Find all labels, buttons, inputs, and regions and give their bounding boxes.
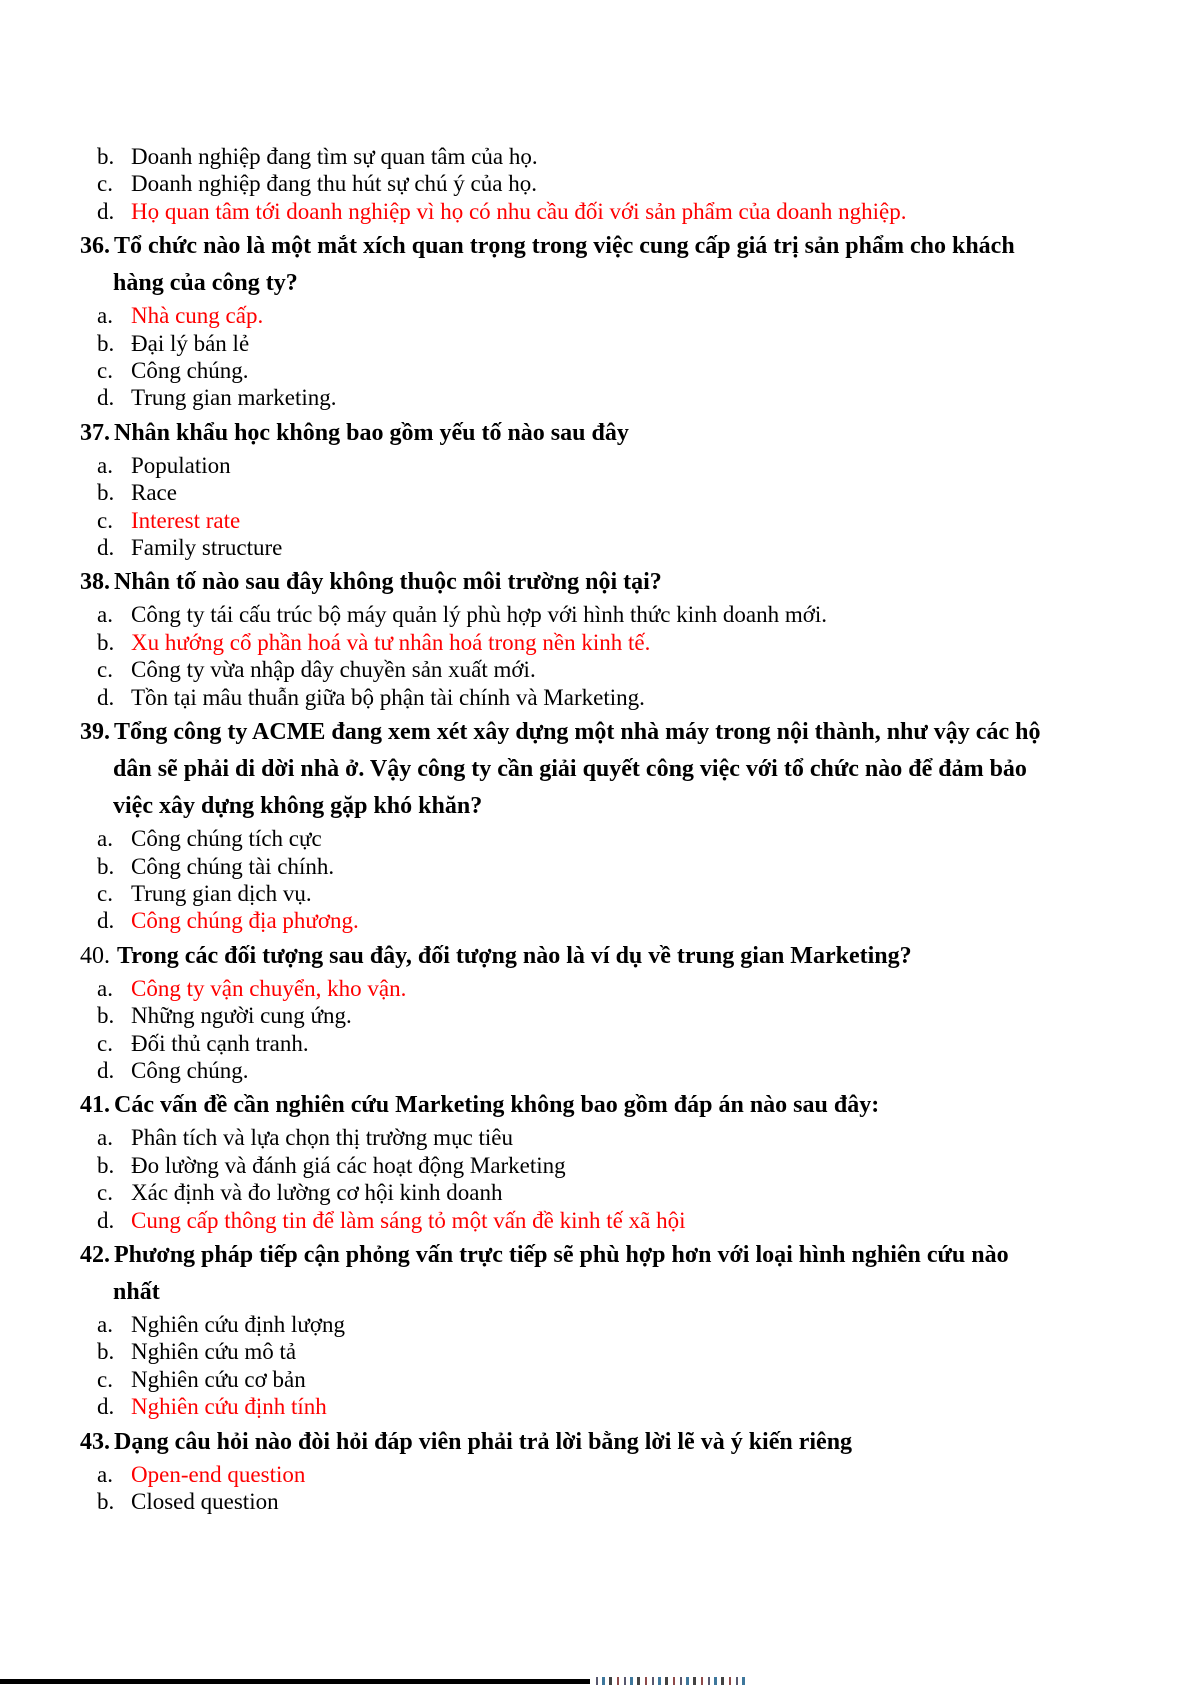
question-title-text: Trong các đối tượng sau đây, đối tượng nào là ví dụ về trung gian Marketing? [117, 942, 912, 969]
question-title-continuation: dân sẽ phải di dời nhà ở. Vậy công ty cần giải quyết công việc với tổ chức nào để đảm bảo [113, 756, 1027, 783]
option-row [80, 330, 1155, 357]
question-title [80, 228, 1155, 265]
option-row [80, 1311, 1155, 1338]
option-text: Open-end question [131, 1461, 306, 1487]
option-text: Doanh nghiệp đang thu hút sự chú ý của họ. [131, 171, 537, 197]
option-letter: c. [97, 358, 113, 384]
option-text: Family structure [131, 535, 283, 561]
cutoff-text-artifact [596, 1677, 748, 1685]
question-title-text: Tổng công ty ACME đang xem xét xây dựng một nhà máy trong nội thành, như vậy các hộ [114, 719, 1041, 746]
option-text: Nhà cung cấp. [131, 303, 264, 329]
option-row [80, 1124, 1155, 1151]
option-letter: d. [97, 385, 115, 411]
question-number: 40. [80, 942, 110, 969]
option-letter: a. [97, 826, 113, 852]
question-title [80, 1237, 1155, 1274]
option-text: Đại lý bán lẻ [131, 330, 250, 356]
question-block-41 [80, 1087, 1155, 1234]
option-letter: c. [97, 1366, 113, 1392]
option-letter: b. [97, 144, 115, 169]
option-letter: b. [97, 1339, 115, 1365]
option-row [80, 880, 1155, 907]
option-row [80, 853, 1155, 880]
question-title-text: Nhân khẩu học không bao gồm yếu tố nào sau đây [114, 419, 629, 446]
option-row [80, 302, 1155, 329]
question-title-continuation: nhất [113, 1278, 160, 1305]
option-text: Đo lường và đánh giá các hoạt động Marketing [131, 1152, 566, 1178]
option-text: Những người cung ứng. [131, 1003, 352, 1029]
option-text: Population [131, 452, 231, 478]
option-row [80, 1152, 1155, 1179]
question-block-43 [80, 1424, 1155, 1516]
option-text: Đối thủ cạnh tranh. [131, 1030, 309, 1056]
option-row [80, 534, 1155, 561]
question-block-37 [80, 415, 1155, 562]
question-block-42 [80, 1237, 1155, 1421]
option-row [80, 975, 1155, 1002]
option-row [80, 1179, 1155, 1206]
option-row [80, 825, 1155, 852]
option-letter: b. [97, 1152, 115, 1178]
option-row [80, 1461, 1155, 1488]
option-text: Xác định và đo lường cơ hội kinh doanh [131, 1180, 503, 1206]
question-title [80, 1087, 1155, 1124]
option-row [80, 143, 1155, 170]
option-row [80, 479, 1155, 506]
question-title [80, 564, 1155, 601]
option-letter: c. [97, 171, 113, 197]
option-letter: a. [97, 452, 113, 478]
option-letter: a. [97, 1311, 113, 1337]
option-row [80, 198, 1155, 225]
option-letter: d. [97, 198, 115, 224]
option-letter: b. [97, 853, 115, 879]
question-title [80, 714, 1155, 751]
option-text: Race [131, 480, 177, 506]
option-letter: d. [97, 908, 115, 934]
question-block-partial [80, 143, 1155, 225]
question-block-38 [80, 564, 1155, 711]
option-row [80, 170, 1155, 197]
question-number: 42. [80, 1241, 110, 1268]
option-letter: a. [97, 1125, 113, 1151]
question-title-continuation: việc xây dựng không gặp khó khăn? [113, 793, 483, 820]
option-row [80, 1030, 1155, 1057]
question-title [80, 938, 1155, 975]
question-title [80, 1424, 1155, 1461]
option-text: Công ty vận chuyển, kho vận. [131, 975, 407, 1001]
option-letter: c. [97, 1180, 113, 1206]
question-block-36 [80, 228, 1155, 412]
option-row [80, 452, 1155, 479]
question-title-text: Các vấn đề cần nghiên cứu Marketing không bao gồm đáp án nào sau đây: [114, 1092, 880, 1119]
question-number: 39. [80, 719, 110, 746]
option-text: Tồn tại mâu thuẫn giữa bộ phận tài chính và Marketing. [131, 684, 645, 710]
option-row [80, 1002, 1155, 1029]
question-number: 38. [80, 569, 110, 596]
option-row [80, 1207, 1155, 1234]
option-letter: a. [97, 975, 113, 1001]
question-title-text: Tổ chức nào là một mắt xích quan trọng trong việc cung cấp giá trị sản phẩm cho khách [114, 233, 1015, 260]
option-row [80, 384, 1155, 411]
option-letter: b. [97, 480, 115, 506]
question-number: 41. [80, 1092, 110, 1119]
option-text: Nghiên cứu mô tả [131, 1339, 297, 1365]
option-text: Nghiên cứu định tính [131, 1394, 327, 1420]
option-text: Trung gian marketing. [131, 385, 337, 411]
option-letter: b. [97, 1489, 115, 1514]
option-row [80, 507, 1155, 534]
option-letter: c. [97, 657, 113, 683]
option-text: Phân tích và lựa chọn thị trường mục tiêu [131, 1125, 514, 1151]
question-title-text: Nhân tố nào sau đây không thuộc môi trường nội tại? [114, 569, 662, 596]
option-text: Doanh nghiệp đang tìm sự quan tâm của họ. [131, 144, 538, 169]
option-text: Họ quan tâm tới doanh nghiệp vì họ có nhu cầu đối với sản phẩm của doanh nghiệp. [131, 198, 907, 224]
option-text: Nghiên cứu cơ bản [131, 1366, 306, 1392]
option-text: Trung gian dịch vụ. [131, 880, 312, 906]
option-row [80, 656, 1155, 683]
question-number: 43. [80, 1428, 110, 1455]
option-letter: c. [97, 507, 113, 533]
option-text: Công chúng tích cực [131, 826, 322, 852]
option-row [80, 601, 1155, 628]
option-row [80, 1057, 1155, 1084]
option-text: Xu hướng cổ phần hoá và tư nhân hoá trong nền kinh tế. [131, 629, 651, 655]
exam-content [80, 143, 1155, 1515]
option-row [80, 1393, 1155, 1420]
question-title-continuation: hàng của công ty? [113, 270, 298, 297]
option-letter: b. [97, 1003, 115, 1029]
question-number: 37. [80, 419, 110, 446]
option-letter: a. [97, 1461, 113, 1487]
question-block-40 [80, 938, 1155, 1085]
option-row [80, 357, 1155, 384]
page-bottom-bar [0, 1679, 590, 1684]
option-text: Interest rate [131, 507, 241, 533]
option-text: Công chúng tài chính. [131, 853, 335, 879]
option-letter: b. [97, 330, 115, 356]
option-row [80, 684, 1155, 711]
option-row [80, 629, 1155, 656]
option-text: Công ty vừa nhập dây chuyền sản xuất mới. [131, 657, 536, 683]
option-text: Công ty tái cấu trúc bộ máy quản lý phù hợp với hình thức kinh doanh mới. [131, 602, 828, 628]
question-block-39 [80, 714, 1155, 935]
question-title-text: Dạng câu hỏi nào đòi hỏi đáp viên phải trả lời bằng lời lẽ và ý kiến riêng [114, 1428, 853, 1455]
option-row [80, 1488, 1155, 1515]
option-letter: d. [97, 1057, 115, 1083]
option-letter: c. [97, 880, 113, 906]
option-letter: b. [97, 629, 115, 655]
question-title-text: Phương pháp tiếp cận phỏng vấn trực tiếp sẽ phù hợp hơn với loại hình nghiên cứu nào [114, 1241, 1009, 1268]
option-text: Công chúng. [131, 1057, 249, 1083]
option-letter: a. [97, 602, 113, 628]
option-letter: d. [97, 535, 115, 561]
option-letter: a. [97, 303, 113, 329]
option-row [80, 1338, 1155, 1365]
option-letter: c. [97, 1030, 113, 1056]
option-letter: d. [97, 684, 115, 710]
option-text: Cung cấp thông tin để làm sáng tỏ một vấn đề kinh tế xã hội [131, 1207, 686, 1233]
option-text: Công chúng. [131, 358, 249, 384]
option-text: Công chúng địa phương. [131, 908, 359, 934]
question-number: 36. [80, 233, 110, 260]
option-letter: d. [97, 1394, 115, 1420]
option-text: Nghiên cứu định lượng [131, 1311, 346, 1337]
option-row [80, 907, 1155, 934]
option-text: Closed question [131, 1489, 279, 1514]
option-letter: d. [97, 1207, 115, 1233]
question-title [80, 415, 1155, 452]
option-row [80, 1366, 1155, 1393]
